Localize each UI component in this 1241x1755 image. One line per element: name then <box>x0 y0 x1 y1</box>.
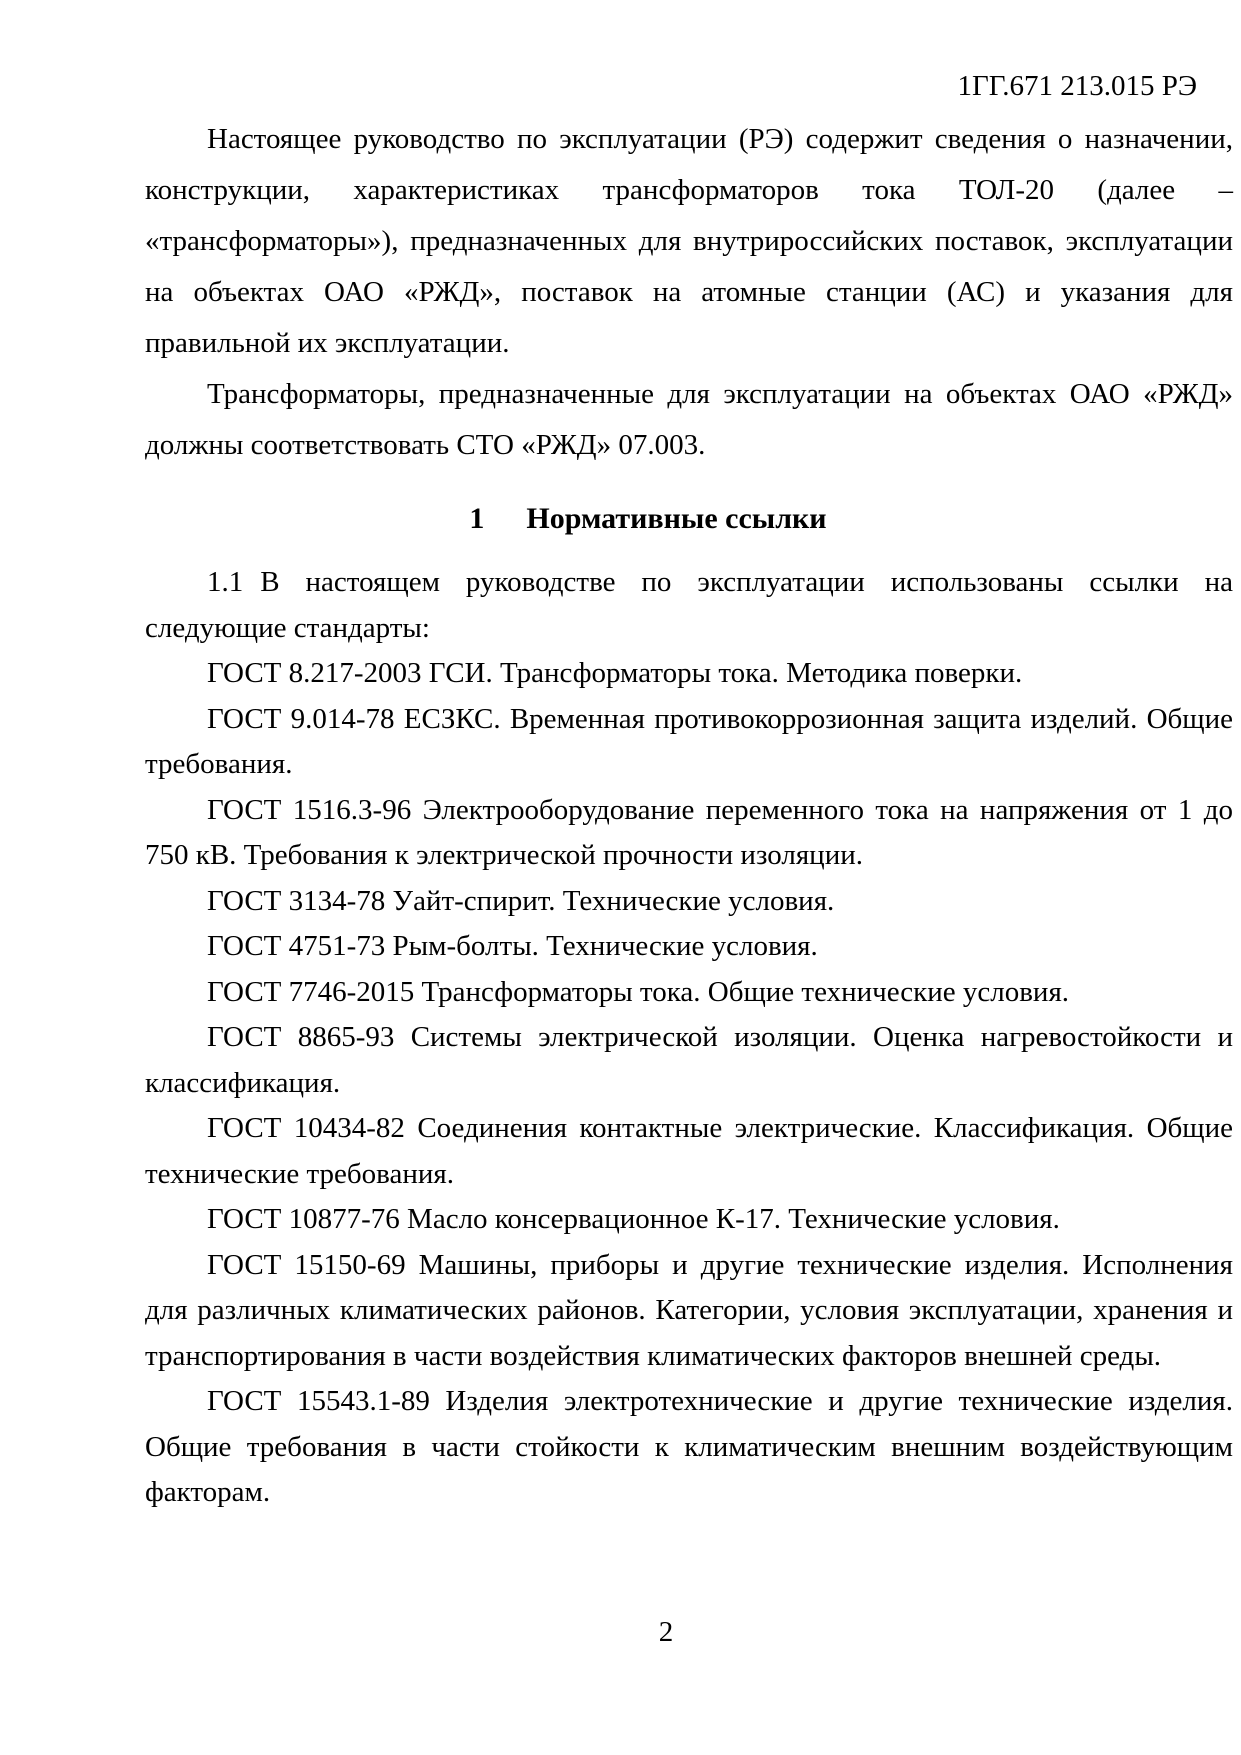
standard-item: ГОСТ 10877-76 Масло консервационное К-17. Технические условия. <box>207 1203 1060 1235</box>
intro-paragraph: Настоящее руководство по эксплуатации (РЭ) содержит сведения о назначении, конструкции, характеристиках трансформаторов тока ТОЛ-20 (далее – «трансформаторы»), предназначенных для внутрироссийских поставок, эксплуатации на объектах ОАО «РЖД», поставок на атомные станции (АС) и указания для правильной их эксплуатации. <box>145 123 1233 359</box>
intro-paragraph: Трансформаторы, предназначенные для эксплуатации на объектах ОАО «РЖД» должны соответствовать СТО «РЖД» 07.003. <box>145 378 1233 461</box>
standard-item: ГОСТ 15543.1-89 Изделия электротехнические и другие технические изделия. Общие требования в части стойкости к климатическим внешним воздействующим факторам. <box>145 1385 1233 1508</box>
clause-paragraph <box>145 560 1233 651</box>
clause-number: 1.1 <box>207 566 244 598</box>
section-heading <box>145 496 1151 542</box>
standard-item: ГОСТ 9.014-78 ЕСЗКС. Временная противокоррозионная защита изделий. Общие требования. <box>145 702 1233 780</box>
clause-text: В настоящем руководстве по эксплуатации использованы ссылки на следующие стандарты: <box>145 566 1233 644</box>
section-number: 1 <box>469 502 485 535</box>
standard-item: ГОСТ 7746-2015 Трансформаторы тока. Общие технические условия. <box>207 975 1070 1008</box>
page-number: 2 <box>658 1615 674 1648</box>
section-title: Нормативные ссылки <box>526 502 827 535</box>
standard-item: ГОСТ 8.217-2003 ГСИ. Трансформаторы тока. Методика поверки. <box>207 657 1023 689</box>
doc-code: 1ГГ.671 213.015 РЭ <box>957 70 1197 102</box>
standard-item: ГОСТ 10434-82 Соединения контактные электрические. Классификация. Общие технические требования. <box>145 1112 1233 1190</box>
standard-item: ГОСТ 15150-69 Машины, приборы и другие технические изделия. Исполнения для различных климатических районов. Категории, условия эксплуатации, хранения и транспортирования в части воздействия климатических факторов внешней среды. <box>145 1248 1233 1372</box>
standard-item: ГОСТ 4751-73 Рым-болты. Технические условия. <box>207 930 818 962</box>
standard-item: ГОСТ 1516.3-96 Электрооборудование переменного тока на напряжения от 1 до 750 кВ. Требования к электрической прочности изоляции. <box>145 793 1233 871</box>
standard-item: ГОСТ 8865-93 Системы электрической изоляции. Оценка нагревостойкости и классификация. <box>145 1021 1233 1099</box>
standard-item: ГОСТ 3134-78 Уайт-спирит. Технические условия. <box>207 884 835 917</box>
